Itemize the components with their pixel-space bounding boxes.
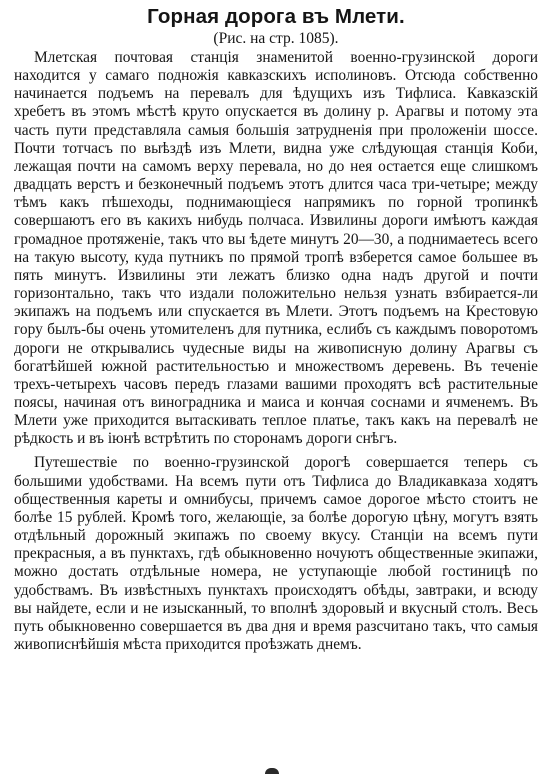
paragraph-1: Млетская почтовая станція знаменитой военно-грузинской дороги находится у самаго подножія кавказскихъ исполиновъ. Отсюда собственно начинается подъемъ на перевалъ для ѣдущихъ изъ Тифлиса. Кавказскій хребетъ въ этомъ мѣстѣ круто опускается въ долину р. Арагвы и потому эта часть пути представляла самыя большія затрудненія при проложеніи шоссе. Почти тотчасъ по выѣздѣ изъ Млети, видна уже слѣдующая станція Коби, лежащая почти на самомъ верху перевала, но до нея остается еще слишкомъ двадцать верстъ и безконечный подъемъ этотъ длится часа три-четыре; между тѣмъ какъ пѣшеходы, поднимающіеся напрямикъ по горной тропинкѣ совершаютъ его въ какихъ нибудь полчаса. Извилины дороги имѣютъ каждая громадное протяженіе, такъ что вы ѣдете минутъ 20—30, а поднимаетесь всего на такую высоту, куда путникъ по прямой тропѣ взберется самое большее въ пять минутъ. Извилины эти лежатъ близко одна надъ другой и почти горизонтально, такъ что издали положительно нельзя узнать взбирается-ли экипажъ на подъемъ или спускается въ Млети. Этотъ подъемъ на Крестовую гору былъ-бы очень утомителенъ для путника, еслибъ съ каждымъ поворотомъ дороги не открывались чудесные виды на живописную долину Арагвы съ богатѣйшей южной растительностью и множествомъ деревень. Въ теченіе трехъ-четырехъ часовъ передъ глазами вашими проходятъ всѣ растительные поясы, начиная отъ виноградника и маиса и кончая соснами и ячменемъ. Въ Млети уже приходится вытаскивать теплое платье, такъ какъ на перевалѣ не рѣдкость и въ іюнѣ встрѣтить по сторонамъ дороги снѣгъ. bbox=[14, 49, 538, 448]
paragraph-2: Путешествіе по военно-грузинской дорогѣ совершается теперь съ большими удобствами. На всемъ пути отъ Тифлиса до Владикавказа ходятъ общественныя кареты и омнибусы, причемъ самое дорогое мѣсто стоитъ не болѣе 15 рублей. Кромѣ того, желающіе, за болѣе дорогую цѣну, могутъ взять отдѣльный дорожный экипажъ по своему вкусу. Станціи на всемъ пути прекрасныя, а въ пунктахъ, гдѣ обыкновенно ночуютъ общественные экипажи, можно достать отдѣльные номера, не уступающіе любой гостиницѣ по удобствамъ. Въ извѣстныхъ пунктахъ происходятъ обѣды, завтраки, и всюду вы найдете, если и не изысканный, то вполнѣ здоровый и вкусный столъ. Весь путь обыкновенно совершается въ два дня и время разсчитано такъ, что самыя живописнѣйшія мѣста приходится проѣзжать днемъ. bbox=[14, 454, 538, 653]
page-edge-ornament bbox=[265, 768, 279, 774]
article-title: Горная дорога въ Млети. bbox=[147, 5, 405, 28]
figure-reference: (Рис. на стр. 1085). bbox=[213, 30, 339, 47]
article bbox=[14, 5, 538, 654]
